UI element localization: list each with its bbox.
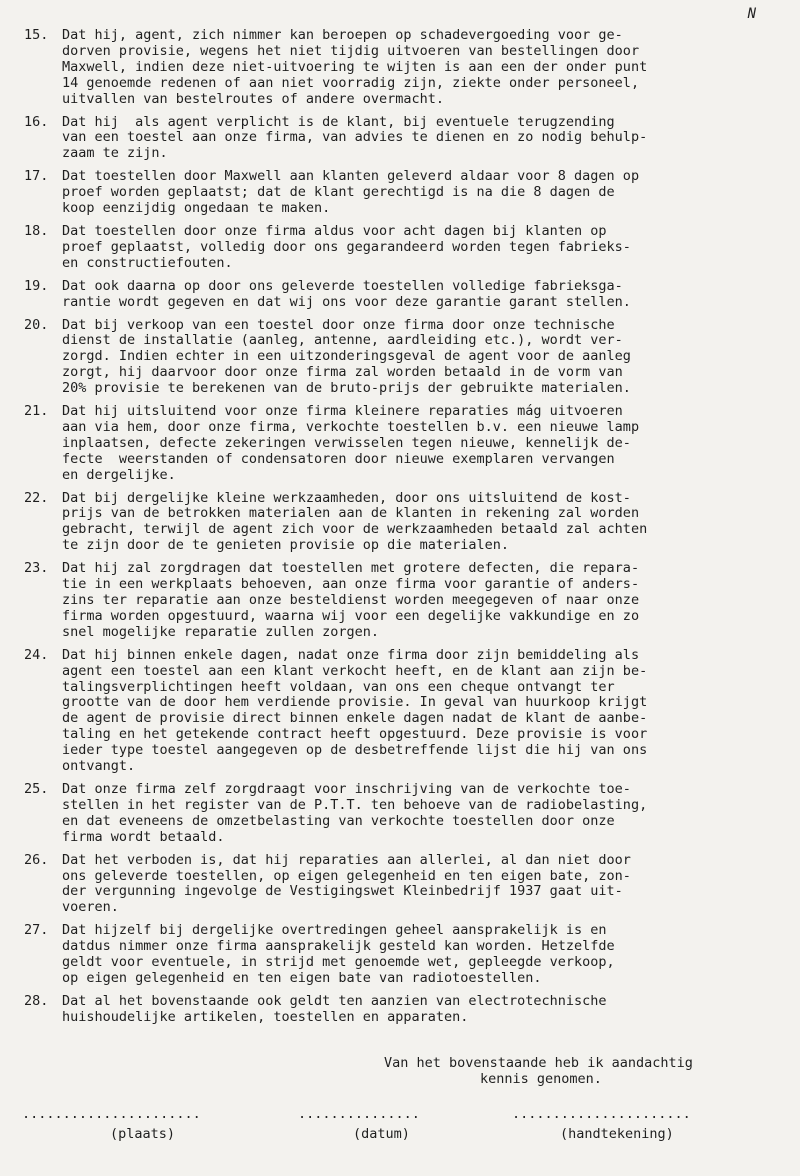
closing-line-1: Van het bovenstaande heb ik aandachtig (384, 1055, 693, 1071)
clause-line: Dat ook daarna op door ons geleverde toestellen volledige fabrieksga- (62, 277, 623, 294)
clause-line: aan via hem, door onze firma, verkochte toestellen b.v. een nieuwe lamp (62, 418, 640, 435)
clause-line: Dat al het bovenstaande ook geldt ten aanzien van electrotechnische (62, 992, 607, 1009)
clause-line: uitvallen van bestelroutes of andere overmacht. (62, 90, 445, 107)
clause-line: Dat hij binnen enkele dagen, nadat onze firma door zijn bemiddeling als (62, 646, 640, 663)
clause-line: van een toestel aan onze firma, van advies te dienen en zo nodig behulp- (62, 129, 648, 146)
clause-line: proef worden geplaatst; dat de klant gerechtigd is na die 8 dagen de (62, 184, 615, 201)
clause-line: firma wordt betaald. (62, 828, 225, 845)
clause-text (62, 923, 776, 987)
clause-line: zorgd. Indien echter in een uitzonderingsgeval de agent voor de aanleg (62, 348, 631, 365)
place-label: (plaats) (110, 1126, 176, 1142)
clause-18 (24, 224, 776, 272)
clause-number: 26. (24, 851, 49, 868)
clause-line: snel mogelijke reparatie zullen zorgen. (62, 623, 379, 640)
clause-line: dienst de installatie (aanleg, antenne, aardleiding etc.), wordt ver- (62, 332, 623, 349)
clause-line: te zijn door de te genieten provisie op die materialen. (62, 537, 510, 554)
clause-number: 28. (24, 992, 49, 1009)
clause-text (62, 853, 776, 917)
clause-text (62, 169, 776, 217)
clause-line: proef geplaatst, volledig door ons gegarandeerd worden tegen fabrieks- (62, 238, 631, 255)
clause-line: prijs van de betrokken materialen aan de klanten in rekening zal worden (62, 505, 640, 522)
date-signature-line: ............... (298, 1106, 420, 1122)
clause-line: Dat toestellen door onze firma aldus voor acht dagen bij klanten op (62, 222, 607, 239)
clause-line: voeren. (62, 899, 119, 916)
clause-number: 18. (24, 222, 49, 239)
clause-number: 20. (24, 316, 49, 333)
clause-text (62, 561, 776, 641)
clause-line: geldt voor eventuele, in strijd met genoemde wet, gepleegde verkoop, (62, 954, 615, 971)
closing-line-2: kennis genomen. (480, 1071, 602, 1087)
clause-line: en constructiefouten. (62, 254, 233, 271)
clause-line: Dat hij zal zorgdragen dat toestellen met grotere defecten, die repara- (62, 560, 640, 577)
corner-mark: N (747, 6, 756, 22)
clause-line: fecte weerstanden of condensatoren door nieuwe exemplaren vervangen (62, 450, 615, 467)
clause-list (24, 28, 776, 1033)
clause-text (62, 782, 776, 846)
clause-text (62, 994, 776, 1026)
clause-line: rantie wordt gegeven en dat wij ons voor deze garantie garant stellen. (62, 293, 631, 310)
clause-text (62, 279, 776, 311)
clause-number: 16. (24, 113, 49, 130)
clause-line: zins ter reparatie aan onze besteldienst worden meegegeven of naar onze (62, 592, 640, 608)
clause-line: Dat hij, agent, zich nimmer kan beroepen op schadevergoeding voor ge- (62, 27, 623, 43)
clause-line: Maxwell, indien deze niet-uitvoering te wijten is aan een der onder punt (62, 58, 648, 75)
closing-statement (384, 1055, 764, 1087)
clause-line: 14 genoemde redenen of aan niet voorradig zijn, ziekte onder personeel, (62, 74, 640, 91)
clause-line: zaam te zijn. (62, 145, 168, 162)
clause-number: 19. (24, 277, 49, 294)
clause-line: koop eenzijdig ongedaan te maken. (62, 200, 331, 217)
clause-text (62, 115, 776, 163)
clause-text (62, 318, 776, 398)
clause-line: tie in een werkplaats behoeven, aan onze firma voor garantie of anders- (62, 576, 640, 593)
clause-number: 25. (24, 780, 49, 797)
clause-line: taling en het getekende contract heeft opgestuurd. Deze provisie is voor (62, 726, 648, 743)
clause-line: Dat hij uitsluitend voor onze firma kleinere reparaties mág uitvoeren (62, 403, 623, 420)
clause-number: 22. (24, 489, 49, 506)
clause-line: en dergelijke. (62, 466, 176, 483)
clause-number: 27. (24, 922, 49, 939)
sign-signature-line: ...................... (512, 1106, 691, 1122)
clause-line: de agent de provisie direct binnen enkele dagen nadat de klant de aanbe- (62, 710, 648, 727)
clause-number: 21. (24, 403, 49, 420)
clause-17 (24, 169, 776, 217)
clause-text (62, 491, 776, 555)
clause-line: Dat het verboden is, dat hij reparaties aan allerlei, al dan niet door (62, 851, 631, 868)
signature-label: (handtekening) (560, 1126, 674, 1142)
place-signature-line: ...................... (22, 1106, 201, 1122)
clause-line: Dat hij als agent verplicht is de klant, bij eventuele terugzending (62, 113, 615, 130)
clause-line: dorven provisie, wegens het niet tijdig uitvoeren van bestellingen door (62, 42, 640, 59)
date-label: (datum) (353, 1126, 410, 1142)
clause-21 (24, 404, 776, 484)
clause-line: stellen in het register van de P.T.T. ten behoeve van de radiobelasting, (62, 796, 648, 813)
clause-line: en dat eveneens de omzetbelasting van verkochte toestellen door onze (62, 812, 615, 829)
clause-line: agent een toestel aan een klant verkocht heeft, en de klant aan zijn be- (62, 662, 648, 679)
clause-line: zorgt, hij daarvoor door onze firma zal worden betaald in de vorm van (62, 364, 623, 381)
clause-20 (24, 318, 776, 398)
clause-text (62, 28, 776, 108)
clause-27 (24, 923, 776, 987)
clause-19 (24, 279, 776, 311)
clause-26 (24, 853, 776, 917)
clause-line: talingsverplichtingen heeft voldaan, van ons een cheque ontvangt ter (62, 678, 615, 695)
clause-line: firma worden opgestuurd, waarna wij voor een degelijke vakkundige en zo (62, 607, 640, 624)
clause-text (62, 648, 776, 775)
clause-number: 24. (24, 646, 49, 663)
clause-line: Dat onze firma zelf zorgdraagt voor inschrijving van de verkochte toe- (62, 780, 631, 797)
clause-23 (24, 561, 776, 641)
clause-28 (24, 994, 776, 1026)
clause-25 (24, 782, 776, 846)
clause-line: gebracht, terwijl de agent zich voor de werkzaamheden betaald zal achten (62, 521, 648, 538)
clause-line: ons geleverde toestellen, op eigen gelegenheid en ten eigen bate, zon- (62, 867, 631, 884)
clause-24 (24, 648, 776, 775)
clause-line: Dat hijzelf bij dergelijke overtredingen geheel aansprakelijk is en (62, 922, 607, 939)
clause-line: Dat bij dergelijke kleine werkzaamheden, door ons uitsluitend de kost- (62, 489, 631, 506)
clause-line: Dat bij verkoop van een toestel door onze firma door onze technische (62, 316, 615, 333)
clause-line: grootte van de door hem verdiende provisie. In geval van huurkoop krijgt (62, 694, 648, 711)
clause-line: Dat toestellen door Maxwell aan klanten geleverd aldaar voor 8 dagen op (62, 168, 640, 185)
clause-text (62, 404, 776, 484)
clause-number: 15. (24, 27, 49, 43)
clause-line: huishoudelijke artikelen, toestellen en apparaten. (62, 1008, 469, 1025)
clause-line: ieder type toestel aangegeven op de desbetreffende lijst die hij van ons (62, 742, 648, 759)
clause-line: ontvangt. (62, 758, 136, 775)
clause-16 (24, 115, 776, 163)
clause-number: 17. (24, 168, 49, 185)
clause-line: datdus nimmer onze firma aansprakelijk gesteld kan worden. Hetzelfde (62, 938, 615, 955)
clause-line: inplaatsen, defecte zekeringen verwisselen tegen nieuwe, kennelijk de- (62, 434, 631, 451)
clause-15 (24, 28, 776, 108)
clause-number: 23. (24, 560, 49, 577)
clause-text (62, 224, 776, 272)
clause-line: op eigen gelegenheid en ten eigen bate van radiotoestellen. (62, 969, 542, 986)
clause-line: 20% provisie te berekenen van de bruto-prijs der gebruikte materialen. (62, 380, 631, 397)
clause-line: der vergunning ingevolge de Vestigingswet Kleinbedrijf 1937 gaat uit- (62, 883, 623, 900)
clause-22 (24, 491, 776, 555)
